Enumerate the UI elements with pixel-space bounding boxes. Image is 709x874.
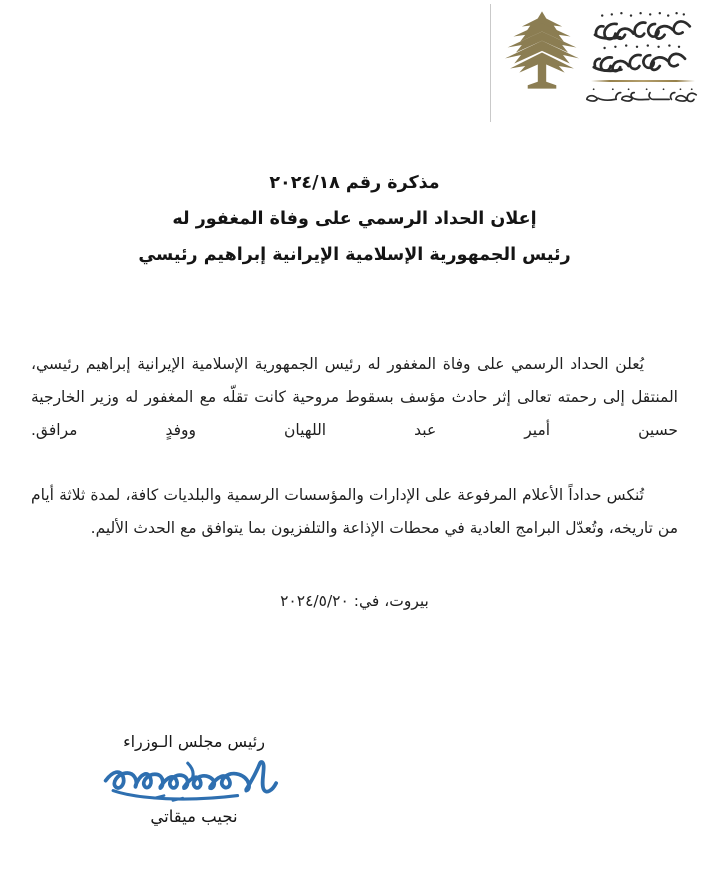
document-title-block [0,165,709,273]
signatory-title: رئيس مجلس الـوزراء [123,732,265,751]
body-paragraph-2: تُنكس حداداً الأعلام المرفوعة على الإدارات والمؤسسات الرسمية والبلديات كافة، لمدة ثلاثة أيام من تاريخه، وتُعدّل البرامج العادية في محطات الإذاعة والتلفزيون بما يتوافق مع الحدث الأليم. [31,486,678,537]
cedar-tree-icon [499,8,585,92]
emblem-gold-rule [591,80,695,82]
republic-calligraphy-icon [583,6,703,78]
document-body [31,348,678,545]
emblem-calligraphy-group [583,6,703,107]
body-paragraph-1: يُعلن الحداد الرسمي على وفاة المغفور له رئيس الجمهورية الإسلامية الإيرانية إبراهيم رئيسي، المنتقل إلى رحمته تعالى إثر حادث مؤسف بسقوط مروحية كانت تقلّه مع المغفور له وزير الخارجية حسين أمير عبد اللهيان ووفدٍ مرافق. [31,355,678,439]
handwritten-signature-icon [94,752,294,808]
date-line: بيروت، في: ٢٠٢٤/٥/٢٠ [280,592,429,610]
document-title-line-1: إعلان الحداد الرسمي على وفاة المغفور له [172,209,537,229]
republic-emblem [491,0,709,125]
memo-number-line: مذكرة رقم ٢٠٢٤/١٨ [269,173,440,193]
document-title-line-2: رئيس الجمهورية الإسلامية الإيرانية إبراهيم رئيسي [138,245,571,265]
signatory-name: نجيب ميقاتي [150,807,238,826]
emblem-subtitle-icon [579,85,703,107]
signature-block [79,730,309,830]
letterhead [469,0,709,125]
